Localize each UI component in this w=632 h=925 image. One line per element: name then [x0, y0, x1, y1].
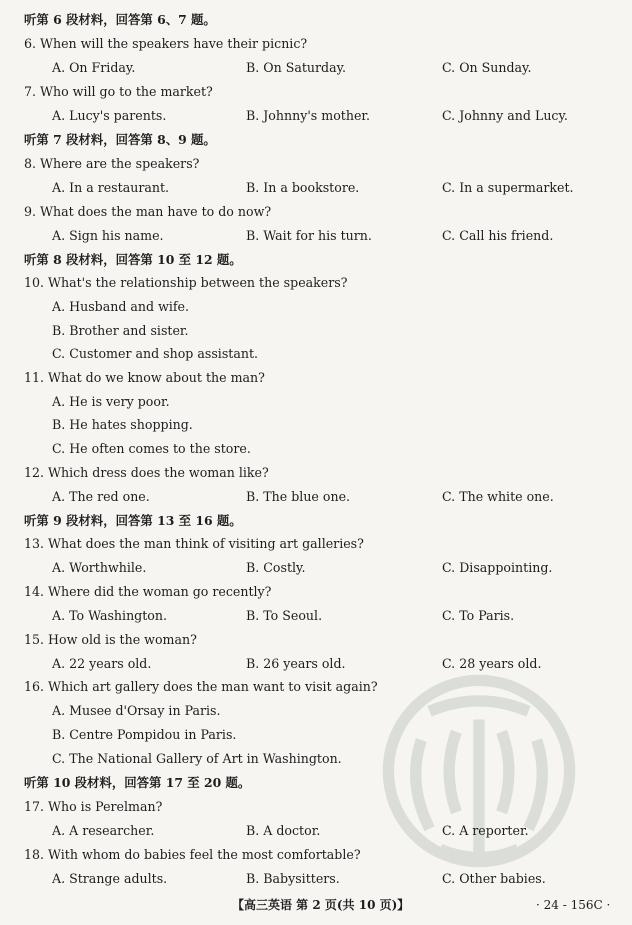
question-12: 12. Which dress does the woman like? — [24, 465, 269, 480]
option-c: C. 28 years old. — [442, 656, 542, 671]
section-header: 听第 9 段材料，回答第 13 至 16 题。 — [24, 513, 242, 528]
question-10-option-a: A. Husband and wife. — [52, 299, 190, 314]
page-footer: 【高三英语 第 2 页(共 10 页)】 — [232, 898, 410, 912]
question-9: 9. What does the man have to do now? — [24, 204, 272, 219]
question-6-options — [52, 56, 612, 80]
option-a: A. On Friday. — [52, 60, 136, 75]
option-c: C. Call his friend. — [442, 228, 554, 243]
section-header: 听第 10 段材料，回答第 17 至 20 题。 — [24, 775, 251, 790]
question-15: 15. How old is the woman? — [24, 632, 197, 647]
option-c: C. Johnny and Lucy. — [442, 108, 568, 123]
option-a: A. A researcher. — [52, 823, 155, 838]
option-a: A. Worthwhile. — [52, 560, 147, 575]
option-c: C. Other babies. — [442, 871, 546, 886]
option-a: A. In a restaurant. — [52, 180, 170, 195]
question-13: 13. What does the man think of visiting art galleries? — [24, 536, 364, 551]
question-13-options — [52, 556, 612, 580]
option-b: B. Johnny's mother. — [246, 108, 371, 123]
question-11-option-a: A. He is very poor. — [52, 394, 170, 409]
option-c: C. In a supermarket. — [442, 180, 574, 195]
question-7: 7. Who will go to the market? — [24, 84, 213, 99]
option-c: C. To Paris. — [442, 608, 515, 623]
question-16-option-b: B. Centre Pompidou in Paris. — [52, 727, 237, 742]
question-16: 16. Which art gallery does the man want to visit again? — [24, 679, 378, 694]
question-10: 10. What's the relationship between the speakers? — [24, 275, 348, 290]
option-a: A. Lucy's parents. — [52, 108, 167, 123]
question-10-option-c: C. Customer and shop assistant. — [52, 346, 259, 361]
option-c: C. On Sunday. — [442, 60, 532, 75]
question-11-option-c: C. He often comes to the store. — [52, 441, 251, 456]
paper-code: · 24 - 156C · — [536, 898, 611, 912]
question-14-options — [52, 604, 612, 628]
question-15-options — [52, 652, 612, 676]
option-b: B. Babysitters. — [246, 871, 340, 886]
question-8: 8. Where are the speakers? — [24, 156, 200, 171]
section-header: 听第 7 段材料，回答第 8、9 题。 — [24, 132, 216, 147]
section-header: 听第 6 段材料，回答第 6、7 题。 — [24, 12, 216, 27]
option-b: B. To Seoul. — [246, 608, 323, 623]
option-b: B. 26 years old. — [246, 656, 346, 671]
option-a: A. The red one. — [52, 489, 150, 504]
option-c: C. Disappointing. — [442, 560, 553, 575]
question-11-option-b: B. He hates shopping. — [52, 417, 193, 432]
option-b: B. On Saturday. — [246, 60, 347, 75]
question-10-option-b: B. Brother and sister. — [52, 323, 189, 338]
question-17: 17. Who is Perelman? — [24, 799, 163, 814]
question-17-options — [52, 819, 612, 843]
option-b: B. A doctor. — [246, 823, 321, 838]
question-16-option-a: A. Musee d'Orsay in Paris. — [52, 703, 221, 718]
question-14: 14. Where did the woman go recently? — [24, 584, 272, 599]
option-a: A. To Washington. — [52, 608, 167, 623]
option-b: B. The blue one. — [246, 489, 351, 504]
option-a: A. 22 years old. — [52, 656, 152, 671]
option-c: C. A reporter. — [442, 823, 529, 838]
question-18-options — [52, 867, 612, 891]
question-8-options — [52, 176, 612, 200]
option-b: B. Costly. — [246, 560, 306, 575]
option-b: B. In a bookstore. — [246, 180, 360, 195]
option-c: C. The white one. — [442, 489, 554, 504]
question-9-options — [52, 224, 612, 248]
question-16-option-c: C. The National Gallery of Art in Washington. — [52, 751, 342, 766]
section-header: 听第 8 段材料，回答第 10 至 12 题。 — [24, 252, 242, 267]
question-11: 11. What do we know about the man? — [24, 370, 265, 385]
option-a: A. Strange adults. — [52, 871, 168, 886]
option-a: A. Sign his name. — [52, 228, 164, 243]
question-6: 6. When will the speakers have their picnic? — [24, 36, 308, 51]
question-7-options — [52, 104, 612, 128]
question-18: 18. With whom do babies feel the most comfortable? — [24, 847, 361, 862]
option-b: B. Wait for his turn. — [246, 228, 372, 243]
question-12-options — [52, 485, 612, 509]
